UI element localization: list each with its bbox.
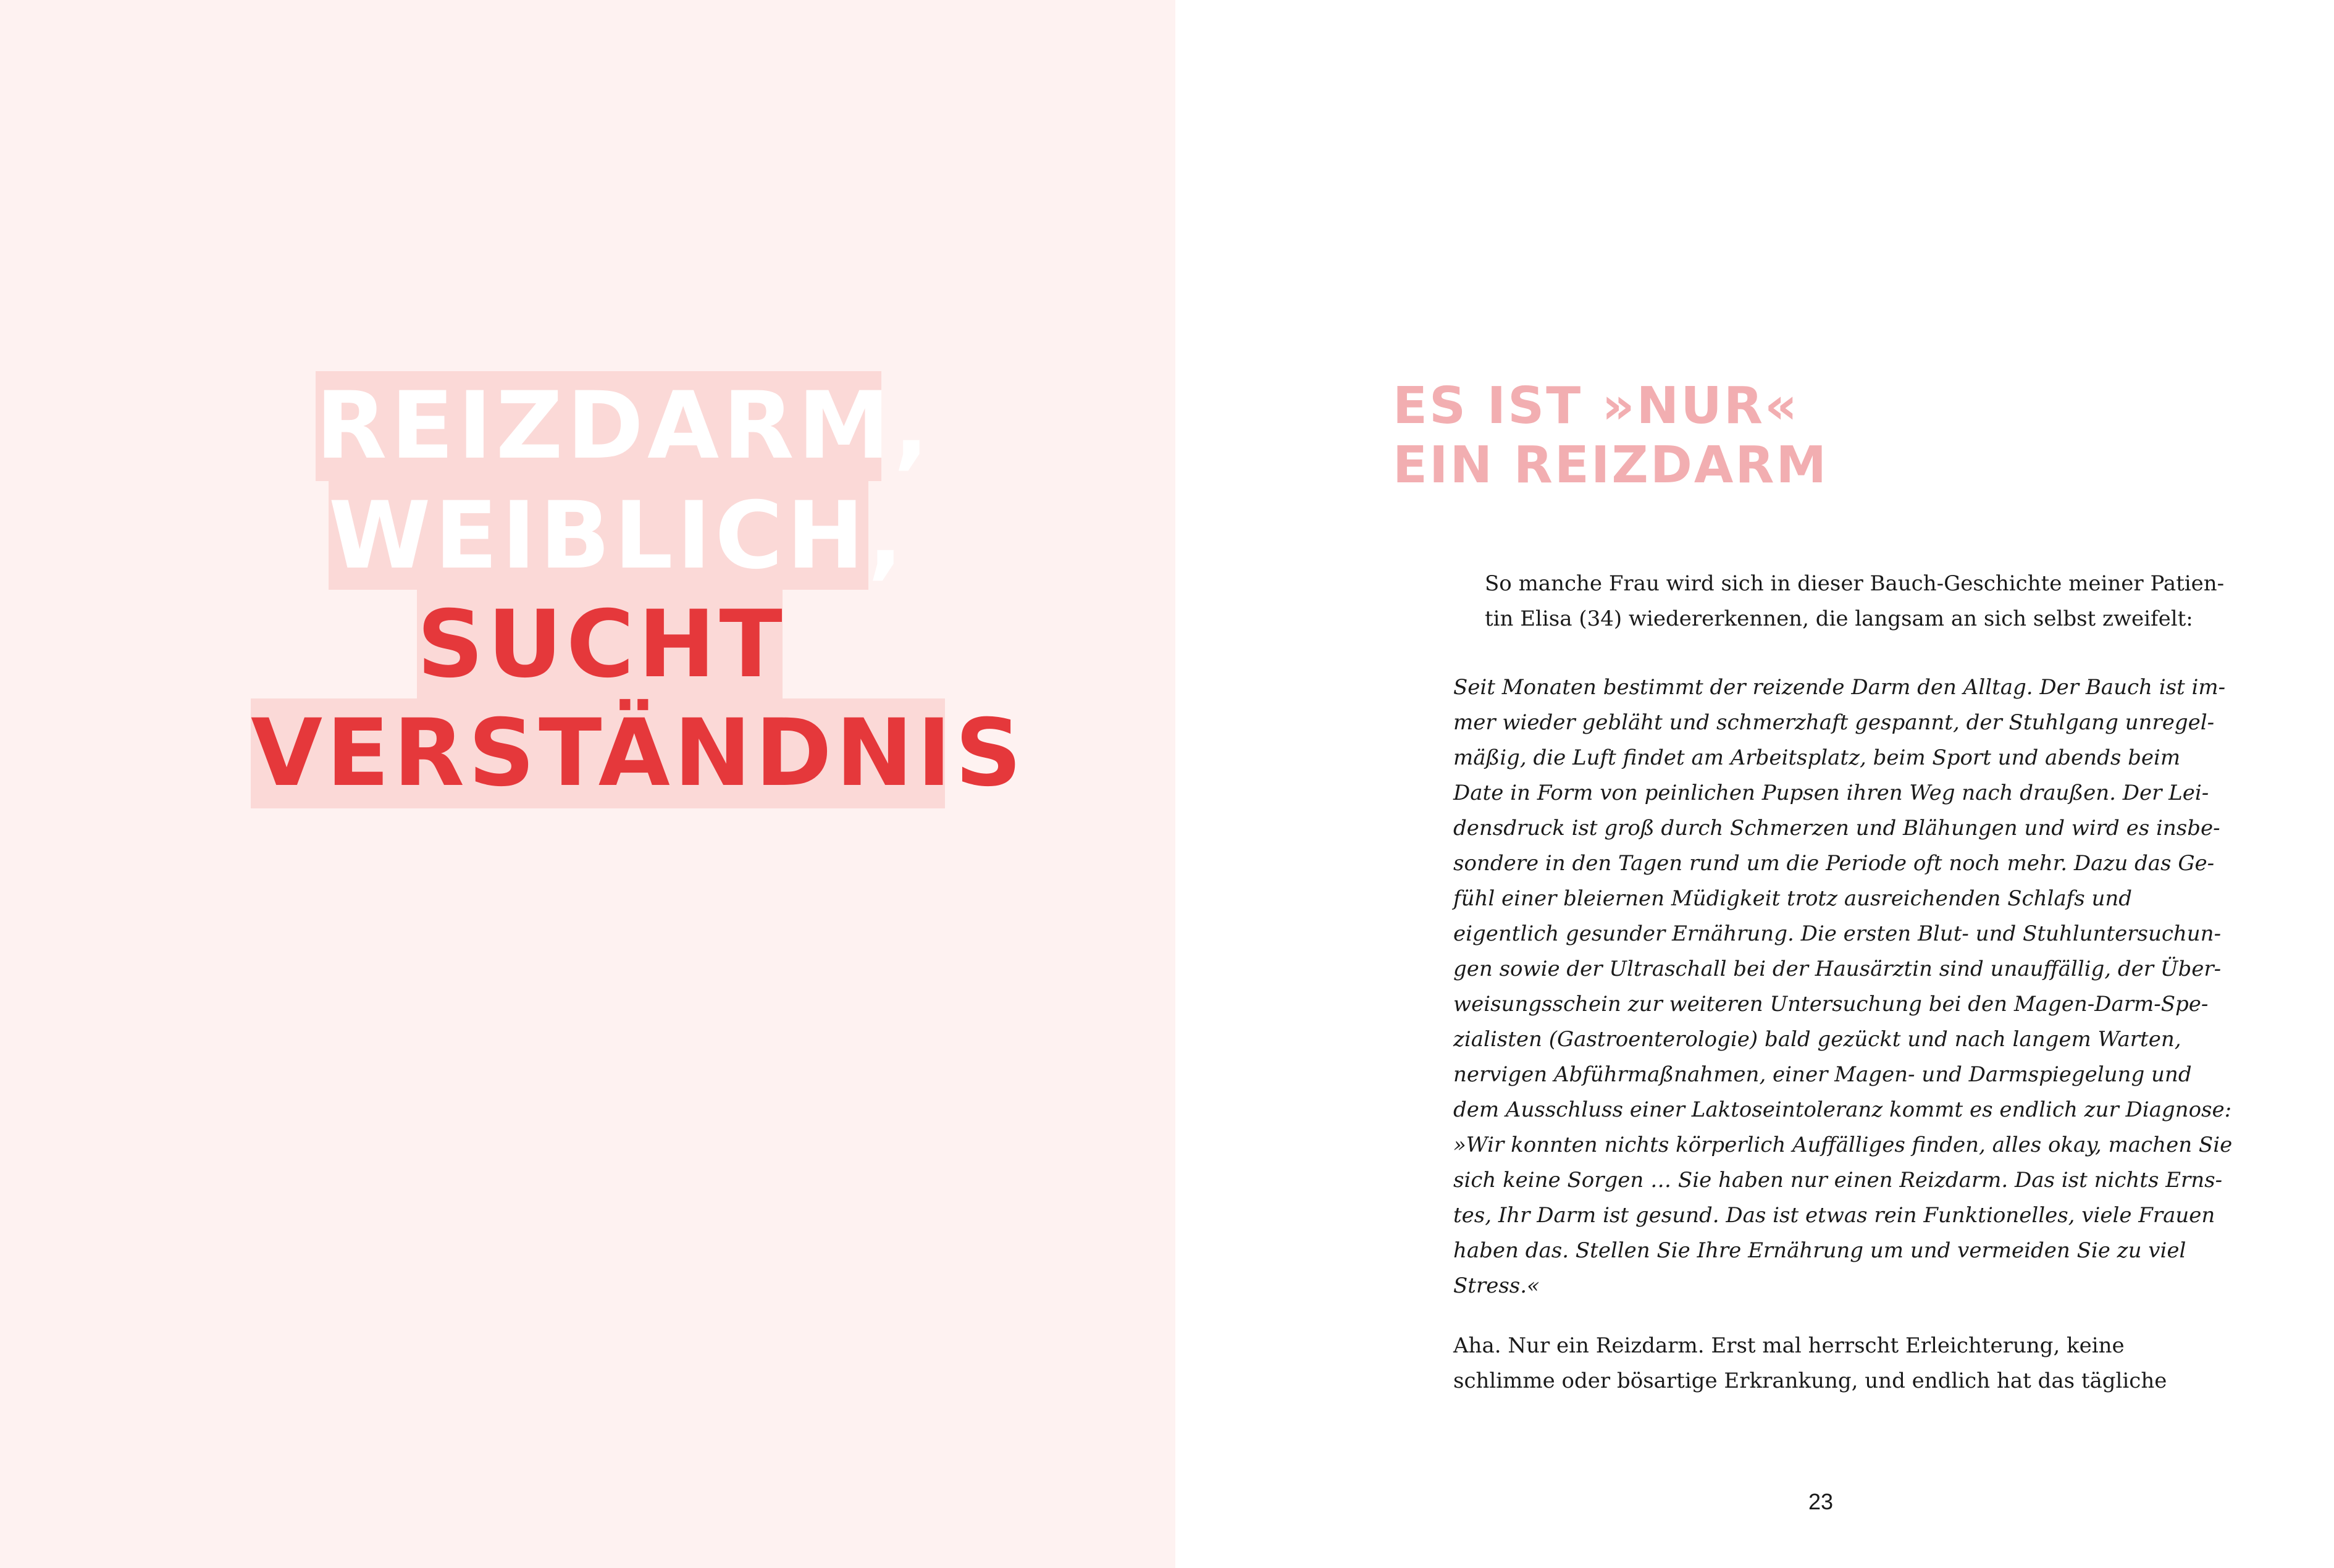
text-line: Seit Monaten bestimmt der reizende Darm den Alltag. Der Bauch ist im- [1453,675,2226,700]
text-line: eigentlich gesunder Ernährung. Die ersten Blut- und Stuhluntersuchun- [1453,921,2222,946]
text-line: schlimme oder bösartige Erkrankung, und endlich hat das tägliche [1453,1369,2167,1393]
text-line: »Wir konnten nichts körperlich Auffälliges finden, alles okay, machen Sie [1453,1133,2233,1157]
text-line: tin Elisa (34) wiedererkennen, die langsam an sich selbst zweifelt: [1485,606,2193,631]
text-line: sich keine Sorgen … Sie haben nur einen Reizdarm. Das ist nichts Erns- [1453,1168,2223,1193]
text-line: densdruck ist groß durch Schmerzen und Blähungen und wird es insbe- [1453,816,2220,841]
chapter-title-line-1: ES IST »NUR« [1393,377,1799,435]
text-line: So manche Frau wird sich in dieser Bauch-Geschichte meiner Patien- [1485,571,2225,596]
closing-paragraph [1453,1328,2167,1399]
text-line: tes, Ihr Darm ist gesund. Das ist etwas rein Funktionelles, viele Frauen [1453,1203,2215,1228]
text-line: nervigen Abführmaßnahmen, einer Magen- und Darmspiegelung und [1453,1062,2192,1087]
title-line-4: VERSTÄNDNIS [251,700,1026,807]
chapter-title-line-2: EIN REIZDARM [1393,436,1829,495]
text-line: sondere in den Tagen rund um die Periode oft noch mehr. Dazu das Ge- [1453,851,2215,876]
text-line: zialisten (Gastroenterologie) bald gezückt und nach langem Warten, [1453,1027,2181,1052]
title-line-3: SUCHT [417,591,786,698]
title-line-1: REIZDARM, [316,372,933,480]
page-number: 23 [1808,1489,1834,1514]
text-line: Aha. Nur ein Reizdarm. Erst mal herrscht Erleichterung, keine [1453,1333,2125,1358]
text-line: Stress.« [1453,1273,1540,1298]
patient-story-paragraph [1453,670,2232,1304]
text-line: dem Ausschluss einer Laktoseintoleranz kommt es endlich zur Diagnose: [1453,1097,2232,1122]
text-line: haben das. Stellen Sie Ihre Ernährung um und vermeiden Sie zu viel [1453,1238,2186,1263]
text-line: gen sowie der Ultraschall bei der Hausärztin sind unauffällig, der Über- [1453,957,2222,981]
intro-paragraph [1485,566,2224,637]
text-line: mer wieder gebläht und schmerzhaft gespannt, der Stuhlgang unregel- [1453,710,2215,735]
text-line: weisungsschein zur weiteren Untersuchung bei den Magen-Darm-Spe- [1453,992,2209,1017]
text-line: fühl einer bleiernen Müdigkeit trotz ausreichenden Schlafs und [1453,886,2133,911]
title-line-2: WEIBLICH, [329,482,907,590]
chapter-title [1393,377,2196,495]
text-line: mäßig, die Luft findet am Arbeitsplatz, beim Sport und abends beim [1453,745,2181,770]
text-line: Date in Form von peinlichen Pupsen ihren Weg nach draußen. Der Lei- [1453,781,2209,805]
